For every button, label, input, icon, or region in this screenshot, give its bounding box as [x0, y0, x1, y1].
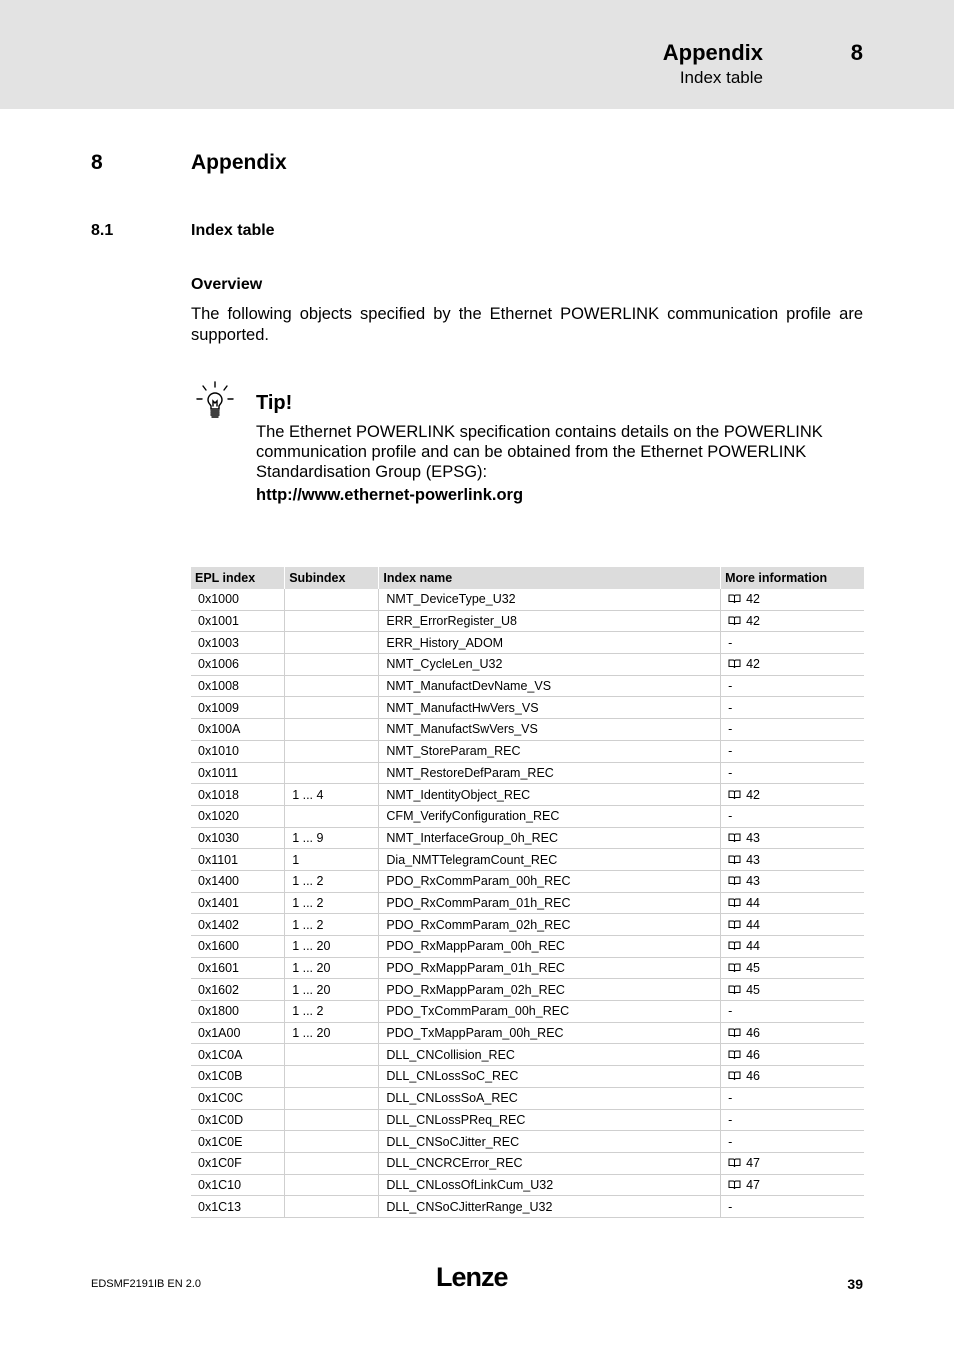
index-name-cell: DLL_CNLossSoC_REC	[379, 1066, 721, 1088]
more-information-cell	[721, 957, 864, 979]
subindex-cell	[285, 1087, 379, 1109]
index-name-cell: PDO_RxCommParam_02h_REC	[379, 914, 721, 936]
more-information-cell	[721, 1001, 864, 1023]
page-reference: -	[728, 635, 733, 650]
index-name-cell: PDO_RxCommParam_01h_REC	[379, 892, 721, 914]
table-row	[191, 784, 864, 806]
subindex-cell	[285, 697, 379, 719]
page-reference[interactable]: 42	[746, 614, 760, 629]
chapter-number: 8	[91, 151, 103, 174]
table-row	[191, 589, 864, 610]
tip-heading: Tip!	[256, 392, 293, 414]
page-reference: -	[728, 809, 733, 824]
page-reference[interactable]: 44	[746, 939, 760, 954]
subindex-cell	[285, 719, 379, 741]
subindex-cell	[285, 654, 379, 676]
lightbulb-icon	[194, 380, 236, 422]
page-reference: -	[728, 744, 733, 759]
epl-index-cell: 0x1C0C	[191, 1087, 285, 1109]
index-name-cell: Dia_NMTTelegramCount_REC	[379, 849, 721, 871]
subindex-cell	[285, 589, 379, 610]
page-reference[interactable]: 44	[746, 895, 760, 910]
page-reference[interactable]: 47	[746, 1156, 760, 1171]
epl-index-cell: 0x1600	[191, 936, 285, 958]
epl-index-cell: 0x1602	[191, 979, 285, 1001]
page-reference: -	[728, 1004, 733, 1019]
index-name-cell: CFM_VerifyConfiguration_REC	[379, 805, 721, 827]
table-row	[191, 1131, 864, 1153]
page-reference[interactable]: 46	[746, 1047, 760, 1062]
more-information-cell	[721, 1087, 864, 1109]
more-information-cell	[721, 697, 864, 719]
tip-text: The Ethernet POWERLINK specification contains details on the POWERLINK communication profile and can be obtained from the Ethernet POWERLINK Standardisation Group (EPSG):	[256, 423, 823, 481]
book-icon	[728, 963, 741, 973]
epl-index-cell: 0x1402	[191, 914, 285, 936]
epl-index-cell: 0x1601	[191, 957, 285, 979]
column-header-more-information: More information	[721, 567, 864, 589]
epl-index-cell: 0x1010	[191, 740, 285, 762]
subindex-cell: 1 ... 20	[285, 957, 379, 979]
epl-index-cell: 0x1020	[191, 805, 285, 827]
page-reference[interactable]: 42	[746, 787, 760, 802]
more-information-cell	[721, 827, 864, 849]
more-information-cell	[721, 762, 864, 784]
table-row	[191, 632, 864, 654]
table-row	[191, 654, 864, 676]
index-name-cell: DLL_CNCollision_REC	[379, 1044, 721, 1066]
section-title: Index table	[191, 222, 275, 239]
index-table	[191, 567, 864, 1218]
subindex-cell: 1 ... 2	[285, 1001, 379, 1023]
epl-index-cell: 0x1C10	[191, 1174, 285, 1196]
tip-link[interactable]: http://www.ethernet-powerlink.org	[256, 486, 524, 504]
book-icon	[728, 920, 741, 930]
more-information-cell	[721, 632, 864, 654]
book-icon	[728, 985, 741, 995]
page-reference: -	[728, 1199, 733, 1214]
page-reference[interactable]: 43	[746, 830, 760, 845]
epl-index-cell: 0x1000	[191, 589, 285, 610]
table-row	[191, 805, 864, 827]
table-row	[191, 1152, 864, 1174]
table-row	[191, 1196, 864, 1218]
index-name-cell: NMT_DeviceType_U32	[379, 589, 721, 610]
page-reference[interactable]: 46	[746, 1026, 760, 1041]
index-name-cell: DLL_CNLossSoA_REC	[379, 1087, 721, 1109]
more-information-cell	[721, 784, 864, 806]
table-row	[191, 1044, 864, 1066]
index-name-cell: PDO_TxMappParam_00h_REC	[379, 1022, 721, 1044]
epl-index-cell: 0x1009	[191, 697, 285, 719]
subindex-cell	[285, 1109, 379, 1131]
table-row	[191, 740, 864, 762]
index-name-cell: NMT_StoreParam_REC	[379, 740, 721, 762]
subindex-cell	[285, 1066, 379, 1088]
more-information-cell	[721, 936, 864, 958]
subindex-cell: 1 ... 2	[285, 870, 379, 892]
column-header-subindex: Subindex	[285, 567, 379, 589]
book-icon	[728, 1180, 741, 1190]
book-icon	[728, 594, 741, 604]
epl-index-cell: 0x1011	[191, 762, 285, 784]
page-reference: -	[728, 1134, 733, 1149]
index-name-cell: PDO_RxCommParam_00h_REC	[379, 870, 721, 892]
epl-index-cell: 0x1018	[191, 784, 285, 806]
index-name-cell: NMT_IdentityObject_REC	[379, 784, 721, 806]
table-row	[191, 610, 864, 632]
page-reference[interactable]: 43	[746, 852, 760, 867]
more-information-cell	[721, 1044, 864, 1066]
page-reference: -	[728, 679, 733, 694]
more-information-cell	[721, 892, 864, 914]
more-information-cell	[721, 914, 864, 936]
page-reference[interactable]: 43	[746, 874, 760, 889]
index-name-cell: DLL_CNSoCJitter_REC	[379, 1131, 721, 1153]
more-information-cell	[721, 870, 864, 892]
table-row	[191, 979, 864, 1001]
subindex-cell	[285, 740, 379, 762]
table-row	[191, 1022, 864, 1044]
epl-index-cell: 0x1C0E	[191, 1131, 285, 1153]
more-information-cell	[721, 654, 864, 676]
epl-index-cell: 0x1003	[191, 632, 285, 654]
subindex-cell	[285, 1044, 379, 1066]
more-information-cell	[721, 589, 864, 610]
subindex-cell	[285, 632, 379, 654]
more-information-cell	[721, 1152, 864, 1174]
epl-index-cell: 0x1A00	[191, 1022, 285, 1044]
index-name-cell: DLL_CNLossPReq_REC	[379, 1109, 721, 1131]
page-reference: -	[728, 1091, 733, 1106]
subindex-cell	[285, 610, 379, 632]
index-name-cell: ERR_History_ADOM	[379, 632, 721, 654]
book-icon	[728, 1158, 741, 1168]
epl-index-cell: 0x1001	[191, 610, 285, 632]
book-icon	[728, 616, 741, 626]
book-icon	[728, 1071, 741, 1081]
subindex-cell	[285, 762, 379, 784]
chapter-title: Appendix	[191, 151, 287, 174]
overview-text: The following objects specified by the Ethernet POWERLINK communication profile are supported.	[191, 305, 863, 344]
table-row	[191, 675, 864, 697]
epl-index-cell: 0x1C0F	[191, 1152, 285, 1174]
document-id: EDSMF2191IB EN 2.0	[91, 1278, 202, 1290]
more-information-cell	[721, 1022, 864, 1044]
index-name-cell: NMT_InterfaceGroup_0h_REC	[379, 827, 721, 849]
book-icon	[728, 1028, 741, 1038]
page-reference[interactable]: 44	[746, 917, 760, 932]
book-icon	[728, 898, 741, 908]
overview-heading: Overview	[191, 276, 263, 293]
table-row	[191, 892, 864, 914]
more-information-cell	[721, 1174, 864, 1196]
epl-index-cell: 0x1C0D	[191, 1109, 285, 1131]
table-row	[191, 849, 864, 871]
table-row	[191, 1174, 864, 1196]
subindex-cell: 1 ... 20	[285, 979, 379, 1001]
subindex-cell: 1 ... 9	[285, 827, 379, 849]
epl-index-cell: 0x1030	[191, 827, 285, 849]
table-row	[191, 1001, 864, 1023]
subindex-cell: 1 ... 20	[285, 936, 379, 958]
index-name-cell: PDO_RxMappParam_02h_REC	[379, 979, 721, 1001]
index-name-cell: PDO_RxMappParam_01h_REC	[379, 957, 721, 979]
more-information-cell	[721, 805, 864, 827]
page-reference[interactable]: 45	[746, 982, 760, 997]
table-row	[191, 870, 864, 892]
page-reference[interactable]: 47	[746, 1177, 760, 1192]
index-name-cell: ERR_ErrorRegister_U8	[379, 610, 721, 632]
index-name-cell: PDO_RxMappParam_00h_REC	[379, 936, 721, 958]
index-name-cell: NMT_RestoreDefParam_REC	[379, 762, 721, 784]
index-name-cell: NMT_CycleLen_U32	[379, 654, 721, 676]
epl-index-cell: 0x100A	[191, 719, 285, 741]
column-header-index-name: Index name	[379, 567, 721, 589]
book-icon	[728, 790, 741, 800]
index-name-cell: NMT_ManufactSwVers_VS	[379, 719, 721, 741]
subindex-cell: 1 ... 4	[285, 784, 379, 806]
epl-index-cell: 0x1800	[191, 1001, 285, 1023]
table-row	[191, 914, 864, 936]
page-reference[interactable]: 42	[746, 657, 760, 672]
more-information-cell	[721, 1109, 864, 1131]
subindex-cell: 1 ... 2	[285, 914, 379, 936]
page-reference: -	[728, 1112, 733, 1127]
subindex-cell: 1 ... 2	[285, 892, 379, 914]
more-information-cell	[721, 675, 864, 697]
more-information-cell	[721, 979, 864, 1001]
epl-index-cell: 0x1401	[191, 892, 285, 914]
table-row	[191, 1066, 864, 1088]
index-name-cell: PDO_TxCommParam_00h_REC	[379, 1001, 721, 1023]
table-row	[191, 697, 864, 719]
lenze-logo: Lenze	[436, 1262, 508, 1292]
index-name-cell: DLL_CNSoCJitterRange_U32	[379, 1196, 721, 1218]
more-information-cell	[721, 1066, 864, 1088]
table-row	[191, 1109, 864, 1131]
column-header-epl-index: EPL index	[191, 567, 285, 589]
subindex-cell	[285, 1174, 379, 1196]
more-information-cell	[721, 610, 864, 632]
subindex-cell	[285, 1196, 379, 1218]
epl-index-cell: 0x1C0B	[191, 1066, 285, 1088]
book-icon	[728, 659, 741, 669]
page-reference[interactable]: 46	[746, 1069, 760, 1084]
page-number: 39	[847, 1276, 863, 1292]
subindex-cell	[285, 1152, 379, 1174]
epl-index-cell: 0x1400	[191, 870, 285, 892]
more-information-cell	[721, 740, 864, 762]
index-name-cell: NMT_ManufactHwVers_VS	[379, 697, 721, 719]
subindex-cell	[285, 675, 379, 697]
more-information-cell	[721, 1196, 864, 1218]
subindex-cell: 1 ... 20	[285, 1022, 379, 1044]
page-reference[interactable]: 45	[746, 961, 760, 976]
index-name-cell: DLL_CNLossOfLinkCum_U32	[379, 1174, 721, 1196]
running-header-chapter: 8	[850, 40, 863, 65]
more-information-cell	[721, 719, 864, 741]
running-header-subtitle: Index table	[679, 68, 763, 87]
epl-index-cell: 0x1006	[191, 654, 285, 676]
table-row	[191, 1087, 864, 1109]
table-header-row	[191, 567, 864, 589]
book-icon	[728, 833, 741, 843]
subindex-cell	[285, 1131, 379, 1153]
book-icon	[728, 855, 741, 865]
table-row	[191, 936, 864, 958]
epl-index-cell: 0x1C0A	[191, 1044, 285, 1066]
table-row	[191, 827, 864, 849]
book-icon	[728, 1050, 741, 1060]
book-icon	[728, 876, 741, 886]
epl-index-cell: 0x1C13	[191, 1196, 285, 1218]
book-icon	[728, 941, 741, 951]
table-row	[191, 719, 864, 741]
epl-index-cell: 0x1101	[191, 849, 285, 871]
more-information-cell	[721, 849, 864, 871]
table-row	[191, 762, 864, 784]
section-number: 8.1	[91, 222, 114, 239]
index-name-cell: NMT_ManufactDevName_VS	[379, 675, 721, 697]
index-name-cell: DLL_CNCRCError_REC	[379, 1152, 721, 1174]
subindex-cell	[285, 805, 379, 827]
page-reference: -	[728, 722, 733, 737]
epl-index-cell: 0x1008	[191, 675, 285, 697]
page-reference: -	[728, 700, 733, 715]
subindex-cell: 1	[285, 849, 379, 871]
table-row	[191, 957, 864, 979]
header-band	[0, 0, 954, 109]
page-reference[interactable]: 42	[746, 592, 760, 607]
running-header-title: Appendix	[662, 40, 763, 65]
page-reference: -	[728, 765, 733, 780]
more-information-cell	[721, 1131, 864, 1153]
